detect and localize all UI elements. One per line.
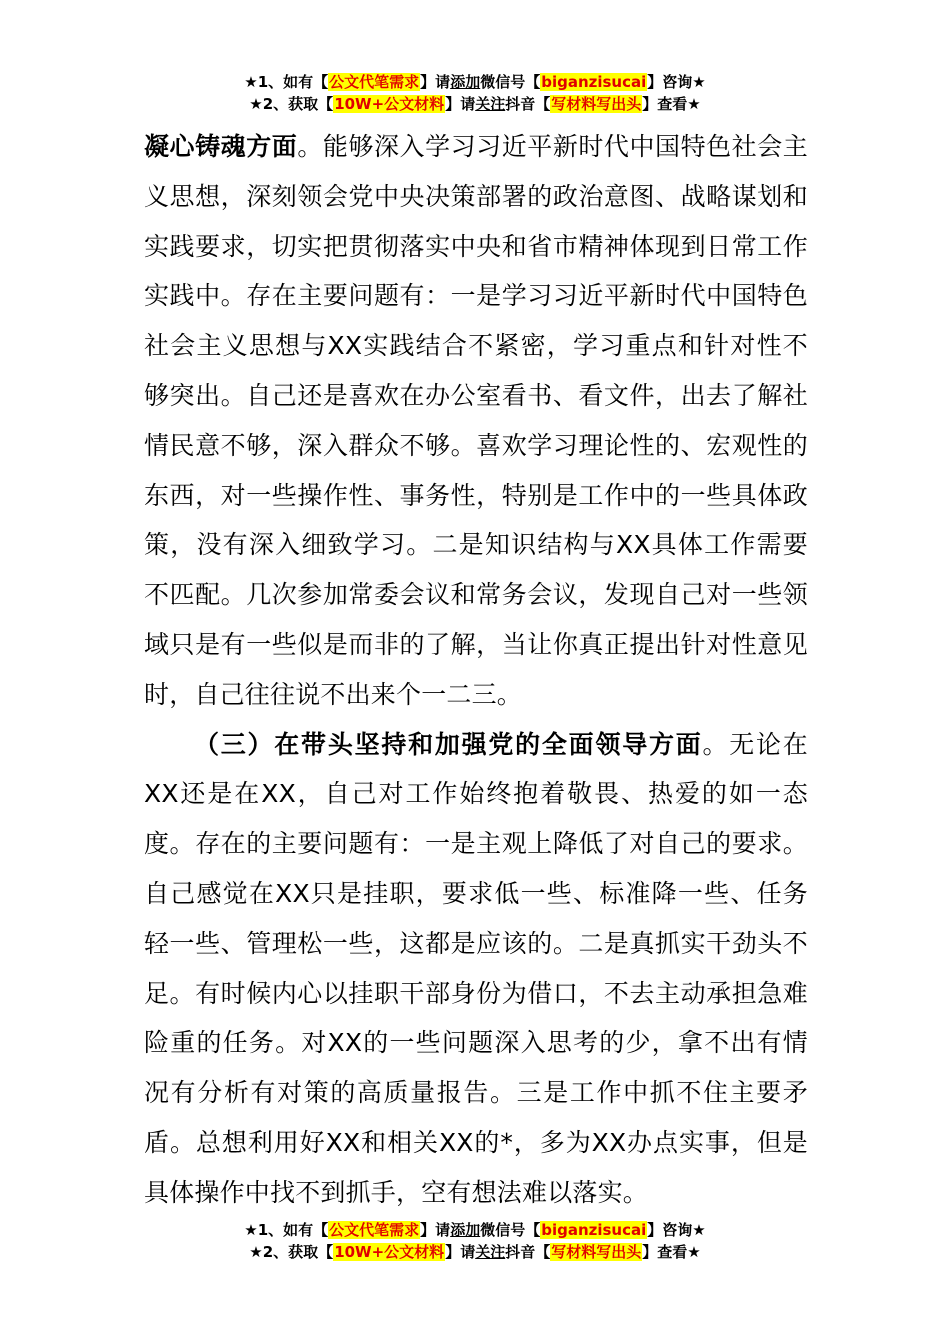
paragraph-ningxin — [144, 122, 808, 720]
paragraph-heading: （三）在带头坚持和加强党的全面领导方面 — [194, 729, 703, 759]
highlight-douyin-account: 写材料写出头 — [551, 95, 642, 113]
highlight-materials: 10W+公文材料 — [334, 1243, 445, 1261]
highlight-materials: 10W+公文材料 — [334, 95, 445, 113]
banner-line-2: ★2、获取【10W+公文材料】请关注抖音【写材料写出头】查看★ — [249, 95, 701, 113]
highlight-wechat-id: biganzisucai — [541, 73, 647, 91]
paragraph-heading: 凝心铸魂方面 — [144, 132, 298, 161]
document-body — [144, 122, 808, 1218]
highlight-douyin-account: 写材料写出头 — [551, 1243, 642, 1261]
banner-line-2: ★2、获取【10W+公文材料】请关注抖音【写材料写出头】查看★ — [249, 1243, 701, 1261]
paragraph-text: 。无论在XX还是在XX，自己对工作始终抱着敬畏、热爱的如一态度。存在的主要问题有：一是主观上降低了对自己的要求。自己感觉在XX只是挂职，要求低一些、标准降一些、任务轻一些、管理松一些，这都是应该的。二是真抓实干劲头不足。有时候内心以挂职干部身份为借口，不去主动承担急难险重的任务。对XX的一些问题深入思考的少，拿不出有情况有分析有对策的高质量报告。三是工作中抓不住主要矛盾。总想利用好XX和相关XX的*，多为XX办点实事，但是具体操作中找不到抓手，空有想法难以落实。 — [144, 729, 808, 1207]
footer-banner — [0, 1219, 950, 1263]
highlight-service: 公文代笔需求 — [329, 1221, 420, 1239]
header-banner — [0, 71, 950, 115]
highlight-service: 公文代笔需求 — [329, 73, 420, 91]
highlight-wechat-id: biganzisucai — [541, 1221, 647, 1239]
banner-line-1: ★1、如有【公文代笔需求】请添加微信号【biganzisucai】咨询★ — [244, 1221, 706, 1239]
paragraph-text: 。能够深入学习习近平新时代中国特色社会主义思想，深刻领会党中央决策部署的政治意图、战略谋划和实践要求，切实把贯彻落实中央和省市精神体现到日常工作实践中。存在主要问题有：一是学习习近平新时代中国特色社会主义思想与XX实践结合不紧密，学习重点和针对性不够突出。自己还是喜欢在办公室看书、看文件，出去了解社情民意不够，深入群众不够。喜欢学习理论性的、宏观性的东西，对一些操作性、事务性，特别是工作中的一些具体政策，没有深入细致学习。二是知识结构与XX具体工作需要不匹配。几次参加常委会议和常务会议，发现自己对一些领域只是有一些似是而非的了解，当让你真正提出针对性意见时，自己往往说不出来个一二三。 — [144, 132, 808, 709]
banner-line-1: ★1、如有【公文代笔需求】请添加微信号【biganzisucai】咨询★ — [244, 73, 706, 91]
paragraph-leadership — [144, 720, 808, 1218]
